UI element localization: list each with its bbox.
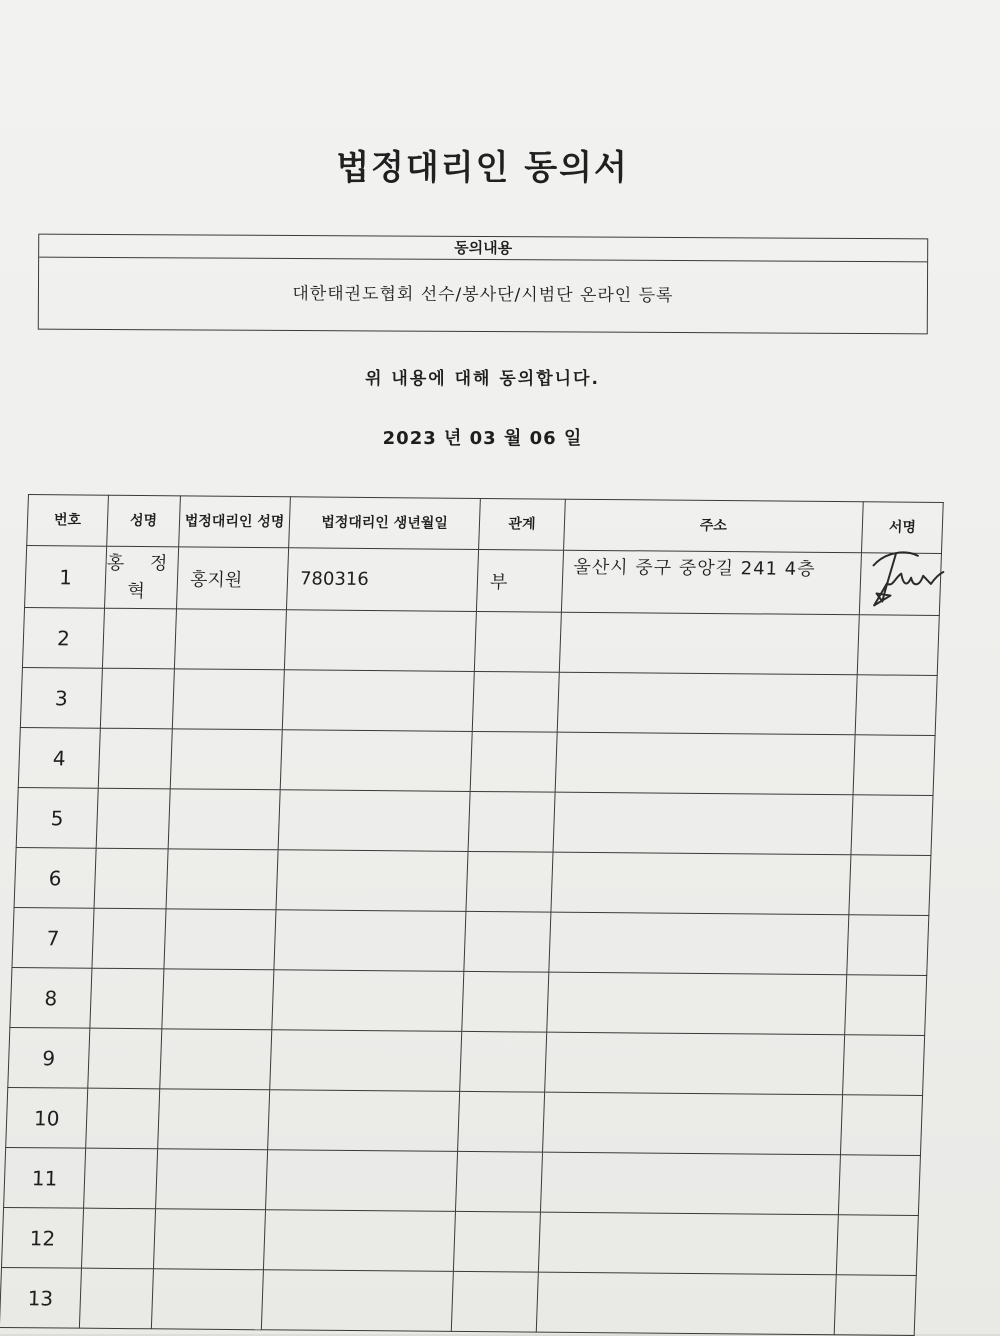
- guardian-table-wrapper: [0, 494, 944, 1336]
- relation: [474, 611, 561, 672]
- relation: [453, 1211, 540, 1272]
- row-number: 5: [16, 787, 98, 848]
- table-row: [1, 1207, 918, 1275]
- participant-name: [100, 668, 174, 729]
- row-number: 11: [4, 1147, 86, 1208]
- relation: [451, 1271, 538, 1332]
- signature-cell: [857, 615, 939, 676]
- guardian-name: [156, 1149, 268, 1210]
- row-number: 4: [18, 727, 100, 788]
- relation: [462, 971, 549, 1032]
- guardian-birth: [272, 970, 464, 1032]
- address: [538, 1212, 838, 1275]
- relation: [455, 1151, 542, 1212]
- signature-cell: [840, 1095, 922, 1156]
- signature-cell: [849, 855, 931, 916]
- relation: [460, 1031, 547, 1092]
- address: [543, 1092, 843, 1155]
- consent-header: 동의내용: [39, 235, 927, 263]
- participant-name: [96, 788, 170, 849]
- table-row: [25, 546, 942, 616]
- table-row: [4, 1147, 921, 1215]
- header-number: 번호: [27, 495, 109, 547]
- table-header-row: [27, 495, 944, 554]
- guardian-name: [160, 1029, 272, 1090]
- address: [551, 852, 851, 915]
- consent-box: [38, 234, 928, 335]
- participant-name: [94, 848, 168, 909]
- guardian-name: [168, 789, 280, 850]
- guardian-birth: [261, 1270, 453, 1332]
- table-row: [8, 1027, 925, 1095]
- agreement-statement: 위 내용에 대해 동의합니다.: [365, 369, 600, 389]
- guardian-name: [151, 1269, 263, 1330]
- table-row: [6, 1087, 923, 1155]
- relation: [466, 851, 553, 912]
- header-signature: 서명: [861, 502, 943, 554]
- agreement-date: 2023 년 03 월 06 일: [382, 428, 583, 449]
- participant-name: [92, 908, 166, 969]
- address: [553, 792, 853, 855]
- table-row: [0, 1267, 916, 1335]
- table-row: [22, 608, 939, 676]
- row-number: 3: [20, 667, 102, 728]
- address: 울산시 중구 중앙길 241 4층: [561, 550, 861, 615]
- row-number: 2: [22, 608, 104, 669]
- guardian-name: [174, 609, 286, 670]
- row-number: 7: [12, 907, 94, 968]
- document-title: 법정대리인 동의서: [336, 148, 629, 188]
- guardian-name: [158, 1089, 270, 1150]
- guardian-birth: [278, 790, 470, 852]
- row-number: 8: [10, 967, 92, 1028]
- guardian-birth: [284, 610, 476, 672]
- guardian-name: [162, 969, 274, 1030]
- signature-cell: [855, 675, 937, 736]
- row-number: 12: [1, 1207, 83, 1268]
- relation: [470, 731, 557, 792]
- address: [536, 1272, 836, 1335]
- guardian-birth: [280, 730, 472, 792]
- participant-name: [84, 1148, 158, 1209]
- guardian-birth: [282, 670, 474, 732]
- address: [559, 612, 859, 675]
- guardian-birth: [276, 850, 468, 912]
- row-number: 6: [14, 847, 96, 908]
- relation: [458, 1091, 545, 1152]
- guardian-name: [166, 849, 278, 910]
- guardian-birth: 780316: [286, 548, 478, 612]
- table-row: [20, 667, 937, 735]
- address: [549, 912, 849, 975]
- guardian-birth: [270, 1030, 462, 1092]
- participant-name: 홍 정 혁: [105, 546, 179, 609]
- guardian-name: [164, 909, 276, 970]
- signature-cell: [836, 1215, 918, 1276]
- guardian-birth: [274, 910, 466, 972]
- guardian-name: 홍지원: [176, 547, 288, 610]
- signature-cell: [838, 1155, 920, 1216]
- signature-cell: [859, 553, 941, 616]
- address: [557, 672, 857, 735]
- signature-icon: [864, 543, 946, 616]
- signature-cell: [843, 1035, 925, 1096]
- participant-name: [90, 968, 164, 1029]
- signature-cell: [845, 975, 927, 1036]
- header-name: 성명: [107, 495, 181, 547]
- table-row: [12, 907, 929, 975]
- header-guardian-birth: 법정대리인 생년월일: [289, 497, 481, 550]
- row-number: 1: [25, 546, 107, 609]
- guardian-birth: [263, 1210, 455, 1272]
- signature-cell: [851, 795, 933, 856]
- relation: [464, 911, 551, 972]
- address: [547, 972, 847, 1035]
- signature-cell: [847, 915, 929, 976]
- row-number: 9: [8, 1027, 90, 1088]
- address: [540, 1152, 840, 1215]
- participant-name: [79, 1268, 153, 1329]
- row-number: 10: [6, 1087, 88, 1148]
- guardian-birth: [268, 1090, 460, 1152]
- relation: [472, 671, 559, 732]
- guardian-name: [172, 669, 284, 730]
- guardian-birth: [266, 1150, 458, 1212]
- table-row: [18, 727, 935, 795]
- relation: [468, 791, 555, 852]
- table-row: [10, 967, 927, 1035]
- participant-name: [102, 608, 176, 669]
- participant-name: [81, 1208, 155, 1269]
- guardian-table: [0, 494, 944, 1336]
- participant-name: [88, 1028, 162, 1089]
- address: [555, 732, 855, 795]
- header-relation: 관계: [479, 498, 566, 550]
- signature-cell: [853, 735, 935, 796]
- consent-content: 대한태권도협회 선수/봉사단/시범단 온라인 등록: [292, 284, 674, 306]
- header-address: 주소: [564, 499, 864, 553]
- row-number: 13: [0, 1267, 81, 1328]
- guardian-name: [170, 729, 282, 790]
- participant-name: [98, 728, 172, 789]
- address: [545, 1032, 845, 1095]
- signature-cell: [834, 1275, 916, 1336]
- participant-name: [86, 1088, 160, 1149]
- relation: 부: [476, 549, 563, 612]
- guardian-name: [153, 1209, 265, 1270]
- table-row: [14, 847, 931, 915]
- table-row: [16, 787, 933, 855]
- header-guardian-name: 법정대리인 성명: [179, 496, 291, 548]
